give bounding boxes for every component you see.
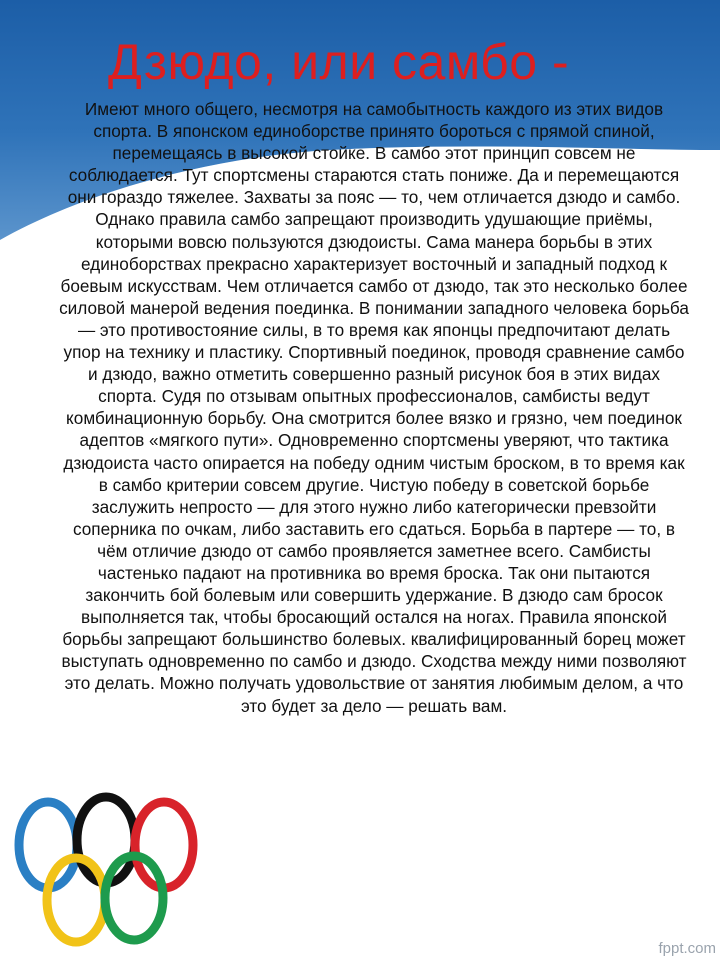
olympic-rings-icon [8,790,208,950]
body-paragraph: Имеют много общего, несмотря на самобытность каждого из этих видов спорта. В японском единоборстве принято бороться с прямой спиной, перемещаясь в высокой стойке. В самбо этот принцип совсем не соблюдается. Тут спортсмены стараются стать пониже. Да и перемещаются они гораздо тяжелее. Захваты за пояс — то, чем отличается дзюдо и самбо. Однако правила самбо запрещают производить удушающие приёмы, которыми вовсю пользуются дзюдоисты. Сама манера борьбы в этих единоборствах прекрасно характеризует восточный и западный подход к боевым искусствам. Чем отличается самбо от дзюдо, так это несколько более силовой манерой ведения поединка. В понимании западного человека борьба — это противостояние силы, в то время как японцы предпочитают делать упор на технику и пластику. Спортивный поединок, проводя сравнение самбо и дзюдо, важно отметить совершенно разный рисунок боя в этих видах спорта. Судя по отзывам опытных профессионалов, самбисты ведут комбинационную борьбу. Она смотрится более вязко и грязно, чем поединок адептов «мягкого пути». Одновременно спортсмены уверяют, что тактика дзюдоиста часто опирается на победу одним чистым броском, в то время как в самбо критерии совсем другие. Чистую победу в советской борьбе заслужить непросто — для этого нужно либо категорически превзойти соперника по очкам, либо заставить его сдаться. Борьба в партере — то, в чём отличие дзюдо от самбо проявляется заметнее всего. Самбисты частенько падают на противника во время броска. Так они пытаются закончить бой болевым или совершить удержание. В дзюдо сам бросок выполняется так, чтобы бросающий остался на ногах. Правила японской борьбы запрещают большинство болевых. квалифицированный борец может выступать одновременно по самбо и дзюдо. Сходства между ними позволяют это делать. Можно получать удовольствие от занятия любимым делом, а что это будет за дело — решать вам. [59,99,689,716]
watermark: fppt.com [658,940,716,957]
ring-black [77,797,135,883]
ring-green [105,856,163,940]
slide-title: Дзюдо, или самбо - [108,34,570,90]
ring-red [135,802,193,888]
